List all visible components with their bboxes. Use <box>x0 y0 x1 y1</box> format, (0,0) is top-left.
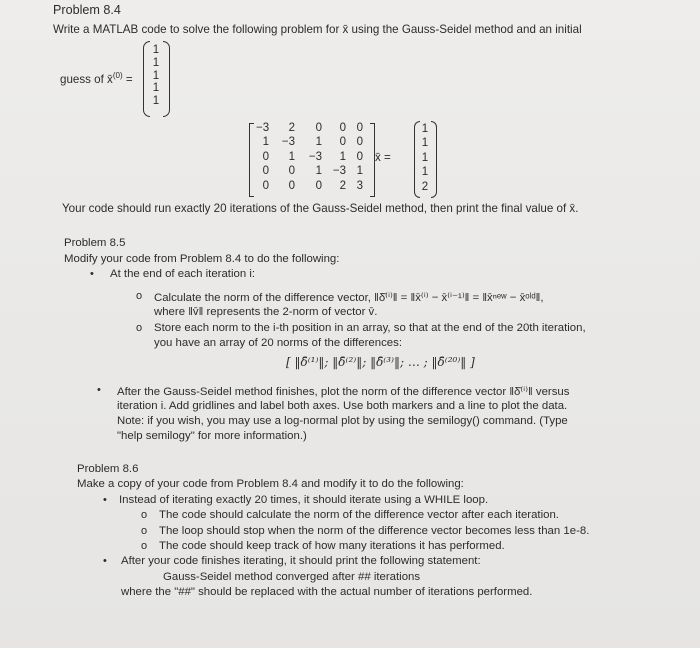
matrix-cell: 2 <box>288 122 295 134</box>
p85-sub-1a: Calculate the norm of the difference vector, ‖δ̄⁽ⁱ⁾‖ = ‖x̄⁽ⁱ⁾ − x̄⁽ⁱ⁻¹⁾‖ = ‖x̄ⁿᵉʷ − x̄ᵒˡᵈ‖, <box>154 292 544 304</box>
guess-label-text: guess of x̄ <box>60 72 113 86</box>
bullet-filled: • <box>90 268 94 280</box>
problem-8-4-statement: Write a MATLAB code to solve the following problem for x̄ using the Gauss-Seidel method and an initial <box>53 23 582 36</box>
initial-guess-label <box>60 71 133 86</box>
matrix-cell: 0 <box>356 150 363 163</box>
rhs-entry: 1 <box>421 137 429 150</box>
p86-sub-3: The code should keep track of how many iterations it has performed. <box>159 540 505 552</box>
matrix-cell: 0 <box>315 122 322 134</box>
guess-vector <box>150 44 162 108</box>
guess-entry: 1 <box>152 56 160 69</box>
rhs-right-paren <box>431 121 437 198</box>
bullet-hollow: o <box>141 525 148 537</box>
guess-right-paren <box>163 41 170 117</box>
x-vector-symbol: x̄ = <box>375 151 391 164</box>
p85-bullet-1: At the end of each iteration i: <box>110 268 256 280</box>
rhs-vector <box>419 122 431 194</box>
matrix-cell: 0 <box>339 122 346 134</box>
matrix-cell: 0 <box>262 179 269 192</box>
matrix-left-bracket <box>249 123 254 197</box>
matrix-cell: −3 <box>308 150 322 163</box>
p86-sub-2: The loop should stop when the norm of the difference vector becomes less than 1e-8. <box>159 525 590 537</box>
matrix-cell: 1 <box>315 165 322 178</box>
matrix-cell: −3 <box>256 122 270 134</box>
matrix-cell: 0 <box>339 136 346 149</box>
rhs-entry: 2 <box>421 180 429 193</box>
matrix-cell: 1 <box>288 150 295 163</box>
p86-sub-1: The code should calculate the norm of the difference vector after each iteration. <box>159 509 559 521</box>
matrix-cell: −3 <box>281 136 295 149</box>
guess-left-paren <box>143 41 150 117</box>
p85-sub-2a: Store each norm to the i-th position in an array, so that at the end of the 20th iteration, <box>154 322 586 334</box>
coefficient-matrix <box>256 121 363 193</box>
p85-bullet-2d: "help semilogy" for more information.) <box>117 430 307 442</box>
rhs-entry: 1 <box>421 123 429 135</box>
bullet-hollow: o <box>136 290 143 302</box>
p85-bullet-2c: Note: if you wish, you may use a log-normal plot by using the semilogy() command. (Type <box>117 415 568 427</box>
matrix-cell: 0 <box>262 165 269 178</box>
bullet-filled: • <box>97 384 101 396</box>
p85-bullet-2a: After the Gauss-Seidel method finishes, plot the norm of the difference vector ‖δ̄⁽ⁱ⁾‖ versus <box>117 386 570 398</box>
matrix-cell: 0 <box>356 136 363 149</box>
matrix-cell: −3 <box>332 165 346 178</box>
bullet-filled: • <box>103 494 107 506</box>
bullet-hollow: o <box>141 540 148 552</box>
guess-entry: 1 <box>152 69 160 82</box>
problem-8-6-intro: Make a copy of your code from Problem 8.4 and modify it to do the following: <box>77 478 464 490</box>
rhs-entry: 1 <box>421 166 429 179</box>
matrix-cell: 0 <box>288 165 295 178</box>
matrix-cell: 1 <box>356 165 363 178</box>
matrix-cell: 1 <box>339 150 346 163</box>
p85-sub-1b: where ‖v̄‖ represents the 2-norm of vector v̄. <box>154 306 378 318</box>
matrix-cell: 3 <box>356 179 363 192</box>
matrix-cell: 2 <box>339 179 346 192</box>
matrix-cell: 0 <box>288 179 295 192</box>
p86-bullet-1: Instead of iterating exactly 20 times, it should iterate using a WHILE loop. <box>119 494 489 506</box>
bullet-hollow: o <box>136 322 143 334</box>
problem-8-6-heading: Problem 8.6 <box>77 463 139 475</box>
rhs-entry: 1 <box>421 151 429 164</box>
matrix-cell: 0 <box>262 150 269 163</box>
p85-sub-2b: you have an array of 20 norms of the differences: <box>154 337 402 349</box>
convergence-statement: Gauss-Seidel method converged after ## iterations <box>163 571 421 583</box>
matrix-cell: 1 <box>315 136 322 149</box>
problem-8-5-heading: Problem 8.5 <box>64 237 126 249</box>
matrix-cell: 1 <box>262 136 269 149</box>
norms-array: [ ‖δ̄⁽¹⁾‖; ‖δ̄⁽²⁾‖; ‖δ̄⁽³⁾‖; … ; ‖δ̄⁽²⁰⁾‖ ] <box>286 355 475 369</box>
problem-8-5-intro: Modify your code from Problem 8.4 to do the following: <box>64 253 340 265</box>
matrix-cell: 0 <box>315 179 322 192</box>
guess-entry: 1 <box>152 95 160 108</box>
p85-bullet-2b: iteration i. Add gridlines and label both axes. Use both markers and a line to plot the data. <box>117 400 568 412</box>
bullet-filled: • <box>103 555 107 567</box>
guess-entry: 1 <box>152 82 160 95</box>
p86-bullet-2: After your code finishes iterating, it should print the following statement: <box>121 555 481 567</box>
guess-equals: = <box>125 72 133 86</box>
iteration-instruction: Your code should run exactly 20 iterations of the Gauss-Seidel method, then print the final value of x̄. <box>62 202 579 215</box>
matrix-cell: 0 <box>356 122 363 134</box>
guess-entry: 1 <box>152 44 160 56</box>
guess-superscript: (0) <box>112 71 123 80</box>
problem-8-4-heading: Problem 8.4 <box>53 3 121 17</box>
bullet-hollow: o <box>141 509 148 521</box>
replacement-note: where the "##" should be replaced with the actual number of iterations performed. <box>121 586 533 598</box>
